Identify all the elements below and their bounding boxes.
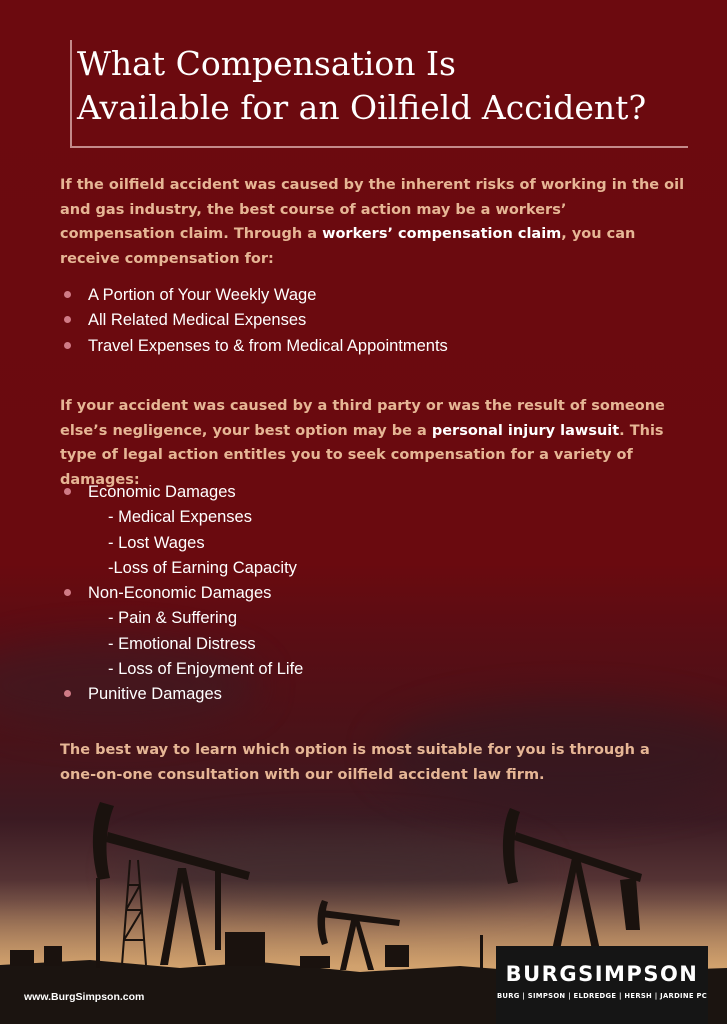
bullet-icon: [64, 316, 71, 323]
list-item-label: All Related Medical Expenses: [88, 311, 307, 330]
sub-list-item: -Loss of Earning Capacity: [108, 558, 297, 577]
intro-text: If your accident was caused by a third party or was the result of someone else’s negligence, your best option may be a: [60, 398, 665, 439]
bullet-icon: [64, 690, 71, 697]
logo-partners: BURG | SIMPSON | ELDREDGE | HERSH | JARDINE PC: [496, 992, 708, 1000]
bullet-icon: [64, 589, 71, 596]
sub-list-item: - Pain & Suffering: [108, 609, 238, 628]
list-item-label: Non-Economic Damages: [88, 584, 272, 603]
logo-wordmark: BURGSIMPSON: [505, 962, 699, 986]
list-item: [62, 308, 448, 333]
workers-comp-list: [62, 283, 448, 359]
personal-injury-intro: [60, 394, 685, 492]
intro-text: , you can receive compensation for:: [60, 226, 636, 267]
sub-list-item: - Loss of Enjoyment of Life: [108, 660, 304, 679]
heading-frame: [70, 40, 688, 148]
sub-list-item: - Lost Wages: [108, 533, 205, 552]
list-item: [62, 334, 448, 359]
list-item: [62, 682, 303, 707]
bullet-icon: [64, 342, 71, 349]
list-item: [62, 581, 303, 606]
intro-text: . This type of legal action entitles you to seek compensation for a variety of damages:: [60, 422, 664, 488]
list-item-label: Economic Damages: [88, 483, 236, 501]
damages-list: [62, 480, 303, 708]
closing-paragraph: The best way to learn which option is most suitable for you is through a one-on-one consultation with our oilfield accident law firm.: [60, 742, 650, 783]
workers-comp-emphasis: workers’ compensation claim: [322, 226, 562, 242]
list-item-label: Punitive Damages: [88, 685, 222, 704]
sub-list-item: - Emotional Distress: [108, 634, 256, 653]
intro-text: If the oilfield accident was caused by the inherent risks of working in the oil and gas industry, the best course of action may be a workers’ compensation claim. Through a: [60, 177, 685, 242]
workers-comp-intro: [60, 173, 685, 271]
firm-logo: [496, 946, 708, 1024]
list-item-label: A Portion of Your Weekly Wage: [88, 286, 317, 304]
bullet-icon: [64, 488, 71, 495]
page-title: What Compensation Is Available for an Oilfield Accident?: [77, 44, 647, 127]
bullet-icon: [64, 291, 71, 298]
personal-injury-emphasis: personal injury lawsuit: [431, 422, 620, 439]
list-item-label: Travel Expenses to & from Medical Appointments: [88, 336, 448, 355]
list-item: [62, 480, 303, 505]
list-item: [62, 283, 448, 308]
website-link[interactable]: www.BurgSimpson.com: [24, 991, 145, 1003]
sub-list-item: - Medical Expenses: [108, 508, 252, 527]
